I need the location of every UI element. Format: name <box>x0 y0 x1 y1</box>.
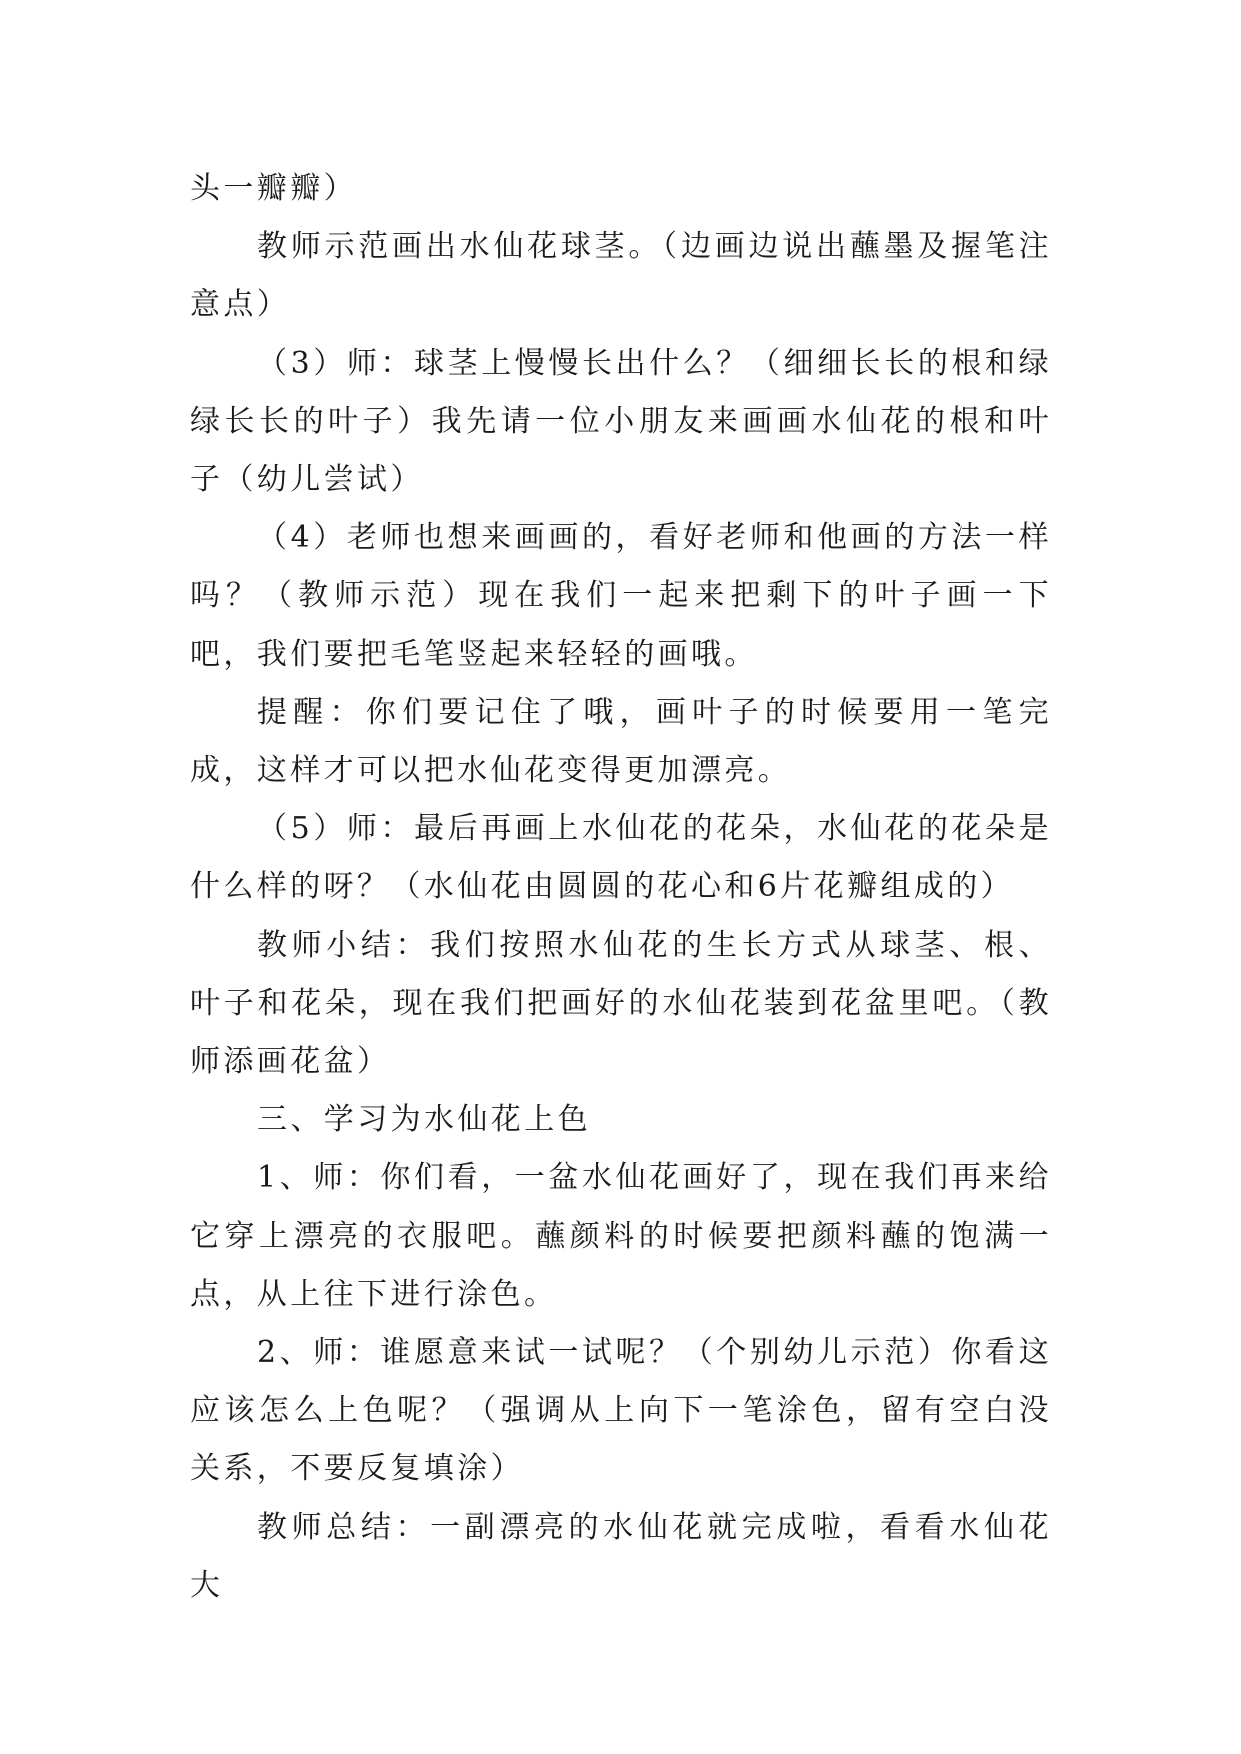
paragraph-3: （3）师：球茎上慢慢长出什么？（细细长长的根和绿绿长长的叶子）我先请一位小朋友来画画水仙花的根和叶子（幼儿尝试） <box>190 345 1052 498</box>
section-heading: 三、学习为水仙花上色 <box>257 1102 591 1138</box>
paragraph-6: （5）师：最后再画上水仙花的花朵，水仙花的花朵是什么样的呀？（水仙花由圆圆的花心和6片花瓣组成的） <box>190 811 1052 905</box>
paragraph-7: 教师小结：我们按照水仙花的生长方式从球茎、根、叶子和花朵，现在我们把画好的水仙花装到花盆里吧。（教师添画花盆） <box>190 927 1052 1080</box>
paragraph-4: （4）老师也想来画画的，看好老师和他画的方法一样吗？（教师示范）现在我们一起来把剩下的叶子画一下吧，我们要把毛笔竖起来轻轻的画哦。 <box>190 520 1052 672</box>
paragraph-2: 教师示范画出水仙花球茎。（边画边说出蘸墨及握笔注意点） <box>190 229 1052 323</box>
paragraph-5: 提醒：你们要记住了哦，画叶子的时候要用一笔完成，这样才可以把水仙花变得更加漂亮。 <box>190 694 1052 789</box>
paragraph-1: 头一瓣瓣） <box>190 171 357 206</box>
document-body <box>190 160 1052 1615</box>
paragraph-10: 2、师：谁愿意来试一试呢？（个别幼儿示范）你看这应该怎么上色呢？（强调从上向下一笔涂色，留有空白没关系，不要反复填涂） <box>190 1335 1052 1487</box>
paragraph-9: 1、师：你们看，一盆水仙花画好了，现在我们再来给它穿上漂亮的衣服吧。蘸颜料的时候要把颜料蘸的饱满一点，从上往下进行涂色。 <box>190 1160 1052 1312</box>
paragraph-11: 教师总结：一副漂亮的水仙花就完成啦，看看水仙花大 <box>190 1509 1052 1603</box>
